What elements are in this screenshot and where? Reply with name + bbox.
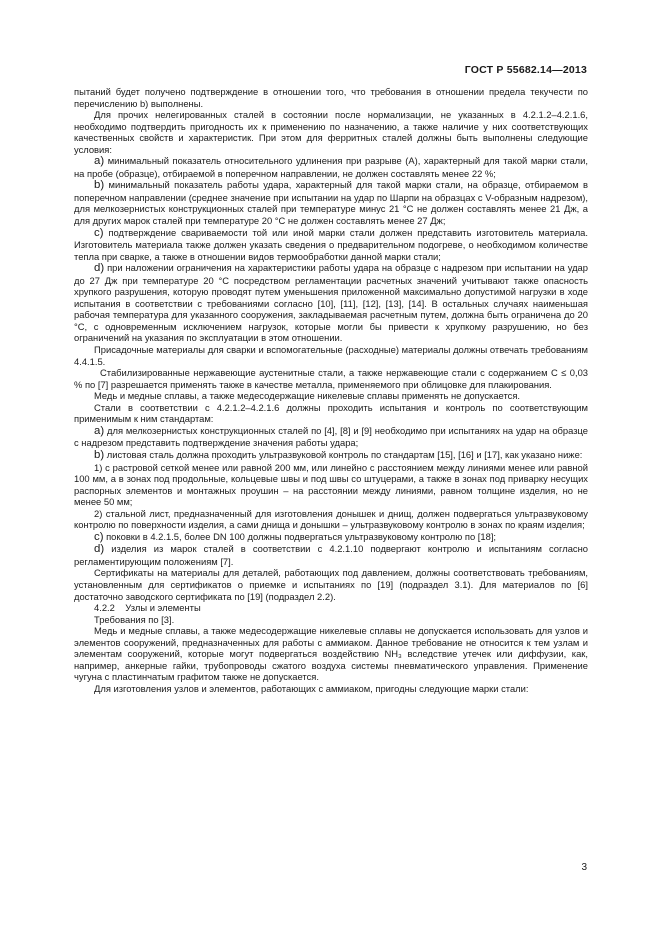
list-item-text: поковки в 4.2.1.5, более DN 100 должны подвергаться ультразвуковому контролю по [18]; xyxy=(106,530,497,542)
numbered-item: 2) стальной лист, предназначенный для изготовления донышек и днищ, должен подвергаться ультразвуковому контролю по поверхности изделия, а сами днища и донышки – ультразвуковому контролю в зонах по краям изделия; xyxy=(74,507,588,531)
list-item-text: минимальный показатель относительного удлинения при разрыве (A), характерный для такой марки стали, на пробе (образце), отбираемой в поперечном направлении, не должен составлять менее 22 %; xyxy=(74,155,588,179)
paragraph: Присадочные материалы для сварки и вспомогательные (расходные) материалы должны отвечать требованиям 4.4.1.5. xyxy=(74,344,588,367)
list-marker: c) xyxy=(94,226,104,239)
list-item xyxy=(74,449,588,462)
list-marker: c) xyxy=(94,530,104,543)
list-item xyxy=(74,425,588,449)
list-marker: d) xyxy=(94,262,105,275)
list-item xyxy=(74,179,588,226)
list-marker: b) xyxy=(94,448,105,461)
list-item-text: листовая сталь должна проходить ультразвуковой контроль по стандартам [15], [16] и [17], как указано ниже: xyxy=(106,448,583,460)
paragraph: Медь и медные сплавы, а также медесодержащие никелевые сплавы применять не допускается. xyxy=(94,390,521,402)
paragraph: Для изготовления узлов и элементов, работающих с аммиаком, пригодны следующие марки стали: xyxy=(94,682,529,694)
document-body xyxy=(74,86,588,694)
list-item xyxy=(74,227,588,263)
list-item-text: при наложении ограничения на характеристики работы удара на образце с надрезом при испытании на удар до 27 Дж при температуре 20 °С посредством регламентации расчетных значений учитывают также опасность хрупкого разрушения, которую проводят путем уменьшения приложенной максимально допустимой нагрузки в ходе испытания в соответствии с требованиями согласно [10], [11], [12], [13], [14]. В остальных случаях наименьшая рабочая температура для указанного сооружения, закладываемая расчетным путем, должна быть ограничена до 20 °С, с одновременным исключением нагрузок, которые могли бы привести к хрупкому разрушению, но без ограничений на указания по эксплуатации в этом отношении. xyxy=(74,262,588,344)
list-marker: d) xyxy=(94,543,105,556)
paragraph: Стабилизированные нержавеющие аустенитные стали, а также нержавеющие стали с содержанием С ≤ 0,03 % по [7] разрешается применять также в качестве металла, применяемого при облицовке для плакирования. xyxy=(74,367,588,390)
paragraph: Сертификаты на материалы для деталей, работающих под давлением, должны соответствовать требованиям, установленным для сертификатов о приемке и испытаниях по [19] (подраздел 3.1). Для материалов по [6] достаточно заводского сертификата по [19] (подраздел 2.2). xyxy=(74,567,588,602)
list-item xyxy=(74,543,588,567)
paragraph: Требования по [3]. xyxy=(94,613,175,625)
list-item-text: минимальный показатель работы удара, характерный для такой марки стали, на образце, отбираемом в поперечном направлении (среднее значение при испытании на удар по Шарпи на образцах с V-образным надрезом), для мелкозернистых конструкционных сталей при температуре минус 21 °С не должен составлять менее 21 Дж, а для других марок сталей при температуре 20 °С не должен составлять менее 27 Дж; xyxy=(74,179,589,227)
list-marker: a) xyxy=(94,424,105,437)
section-heading: 4.2.2 Узлы и элементы xyxy=(94,602,201,614)
list-marker: a) xyxy=(94,155,105,168)
numbered-item: 1) с растровой сеткой менее или равной 200 мм, или линейно с расстоянием между линиями менее или равной 100 мм, а в зонах под продольные, кольцевые швы и под швы со штуцерами, а также в зонах под приварку несущих распорных элементов и монтажных проушин – на расстоянии между линиями, равном толщине изделия, но не менее 50 мм; xyxy=(74,461,588,508)
list-item-text: изделия из марок сталей в соответствии с 4.2.1.10 подвергают контролю и испытаниям согласно регламентирующим положениям [7]. xyxy=(74,543,588,567)
paragraph: Для прочих нелегированных сталей в состоянии после нормализации, не указанных в 4.2.1.2–4.2.1.6, необходимо подтвердить пригодность их к применению по назначению, а также наличие у них соответствующих качественных свойств и характеристик. При этом для ферритных сталей должны быть выполнены следующие условия: xyxy=(74,109,588,155)
page-number: 3 xyxy=(581,862,587,873)
list-marker: b) xyxy=(94,179,105,192)
list-item-text: для мелкозернистых конструкционных сталей по [4], [8] и [9] необходимо при испытаниях на удар на образце с надрезом представить подтверждение значения работы удара; xyxy=(74,424,589,449)
paragraph: Стали в соответствии с 4.2.1.2–4.2.1.6 должны проходить испытания и контроль по соответствующим применимым к ним стандартам: xyxy=(74,401,588,425)
document-code: ГОСТ Р 55682.14—2013 xyxy=(464,64,587,76)
list-item xyxy=(74,262,588,344)
list-item xyxy=(74,155,588,179)
paragraph: пытаний будет получено подтверждение в отношении того, что требования в отношении предела текучести по перечислению b) выполнены. xyxy=(74,86,588,109)
list-item-text: подтверждение свариваемости той или иной марки стали должен представить изготовитель материала. Изготовитель материала также должен указать сведения о предварительном подогреве, о необходимом количестве тепла при сварке, а также в отношении видов термообработки данной марки стали; xyxy=(74,226,589,262)
list-item xyxy=(74,531,588,544)
paragraph: Медь и медные сплавы, а также медесодержащие никелевые сплавы не допускается использовать для узлов и элементов сооружений, предназначенных для работы с аммиаком. Данное требование не относится к тем узлам и элементам сооружений, которые могут подвергаться воздействию NH₃ вследствие утечек или диффузии, как, например, анкерные гайки, трубопроводы сжатого воздуха системы пневматического управления. Применение чугуна с пластинчатым графитом также не допускается. xyxy=(74,625,588,683)
